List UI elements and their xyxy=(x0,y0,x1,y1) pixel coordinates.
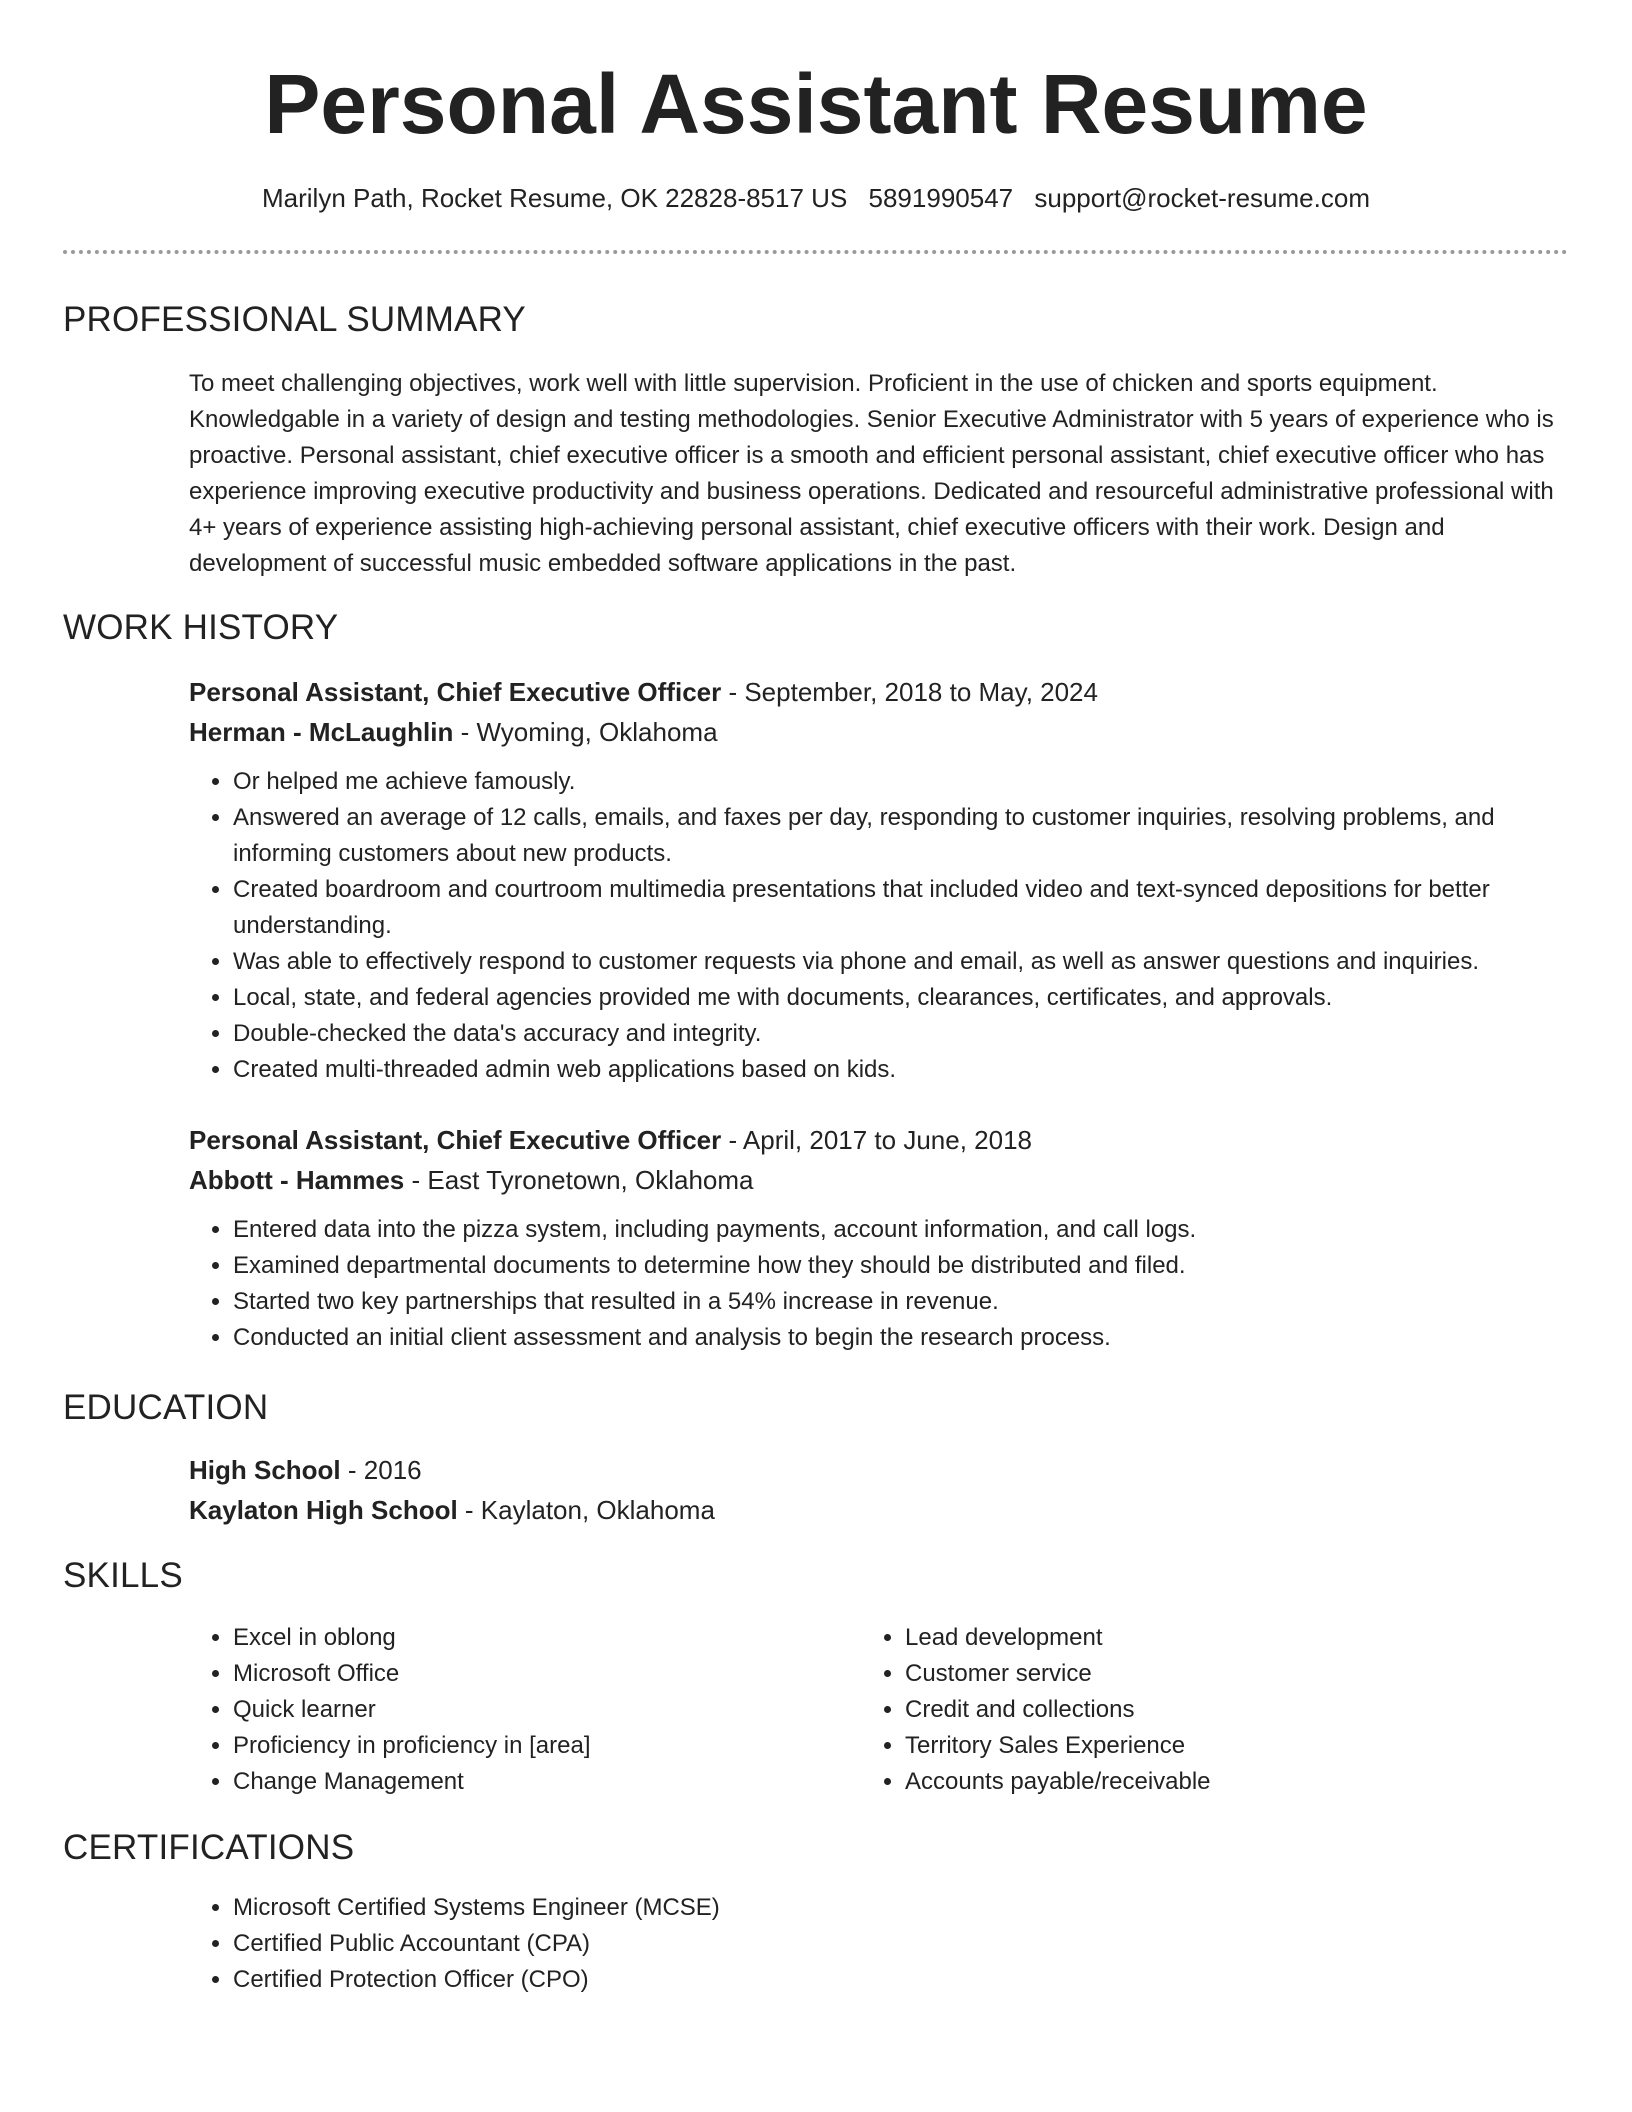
skill-item: • Customer service xyxy=(905,1656,1501,1692)
job-dates: - April, 2017 to June, 2018 xyxy=(721,1125,1033,1155)
education-school-line xyxy=(189,1490,1554,1530)
job-bullet: • Created boardroom and courtroom multimedia presentations that included video and text-synced depositions for better understanding. xyxy=(233,872,1554,944)
certifications-list xyxy=(189,1890,1554,1998)
certification-item: • Certified Protection Officer (CPO) xyxy=(233,1962,1554,1998)
header-divider xyxy=(63,250,1568,254)
job-bullet: • Examined departmental documents to determine how they should be distributed and filed. xyxy=(233,1248,1554,1284)
education-heading: EDUCATION xyxy=(63,1388,269,1427)
job-bullet: • Conducted an initial client assessment and analysis to begin the research process. xyxy=(233,1320,1554,1356)
job-title: Personal Assistant, Chief Executive Officer xyxy=(189,677,722,707)
job-bullet-list xyxy=(189,1212,1554,1356)
summary-heading: PROFESSIONAL SUMMARY xyxy=(63,300,526,339)
summary-text: To meet challenging objectives, work well with little supervision. Proficient in the use of chicken and sports equipment. Knowledgable in a variety of design and testing methodologies. Senior Executive Administrator with 5 years of experience who is proactive. Personal assistant, chief executive officer is a smooth and efficient personal assistant, chief executive officer who has experience improving executive productivity and business operations. Dedicated and resourceful administrative professional with 4+ years of experience assisting high-achieving personal assistant, chief executive officers with their work. Design and development of successful music embedded software applications in the past. xyxy=(189,370,1554,577)
job-location: - East Tyronetown, Oklahoma xyxy=(404,1165,754,1195)
skills-column-right xyxy=(861,1620,1501,1800)
job-location: - Wyoming, Oklahoma xyxy=(453,717,718,747)
education-school: Kaylaton High School xyxy=(189,1495,458,1525)
job-company-line xyxy=(189,1160,1554,1200)
job-company: Herman - McLaughlin xyxy=(189,717,454,747)
skill-item: • Territory Sales Experience xyxy=(905,1728,1501,1764)
skill-item: • Excel in oblong xyxy=(233,1620,829,1656)
contact-line xyxy=(0,180,1632,216)
job-dates: - September, 2018 to May, 2024 xyxy=(721,677,1098,707)
job-company: Abbott - Hammes xyxy=(189,1165,405,1195)
job-bullet-list xyxy=(189,764,1554,1088)
job-bullet: • Started two key partnerships that resulted in a 54% increase in revenue. xyxy=(233,1284,1554,1320)
certifications-heading: CERTIFICATIONS xyxy=(63,1828,355,1867)
job-title: Personal Assistant, Chief Executive Officer xyxy=(189,1125,722,1155)
job-company-line xyxy=(189,712,1554,752)
education-entry xyxy=(189,1450,1554,1530)
job-title-line xyxy=(189,672,1554,712)
skills-heading: SKILLS xyxy=(63,1556,183,1595)
job-entry xyxy=(189,1120,1554,1356)
skill-item: • Quick learner xyxy=(233,1692,829,1728)
job-entry xyxy=(189,672,1554,1088)
skill-item: • Lead development xyxy=(905,1620,1501,1656)
contact-address: Marilyn Path, Rocket Resume, OK 22828-8517 US xyxy=(262,183,848,213)
job-bullet: • Was able to effectively respond to customer requests via phone and email, as well as answer questions and inquiries. xyxy=(233,944,1554,980)
skill-item: • Accounts payable/receivable xyxy=(905,1764,1501,1800)
summary-section xyxy=(189,366,1554,582)
contact-email: support@rocket-resume.com xyxy=(1034,183,1370,213)
job-title-line xyxy=(189,1120,1554,1160)
skill-item: • Microsoft Office xyxy=(233,1656,829,1692)
certification-item: • Microsoft Certified Systems Engineer (MCSE) xyxy=(233,1890,1554,1926)
certification-item: • Certified Public Accountant (CPA) xyxy=(233,1926,1554,1962)
skills-column-left xyxy=(189,1620,829,1800)
certifications-section xyxy=(189,1890,1554,1998)
job-bullet: • Or helped me achieve famously. xyxy=(233,764,1554,800)
education-degree: High School xyxy=(189,1455,341,1485)
education-degree-line xyxy=(189,1450,1554,1490)
education-year: - 2016 xyxy=(340,1455,422,1485)
work-history-heading: WORK HISTORY xyxy=(63,608,339,647)
job-bullet: • Entered data into the pizza system, including payments, account information, and call logs. xyxy=(233,1212,1554,1248)
job-bullet: • Answered an average of 12 calls, emails, and faxes per day, responding to customer inquiries, resolving problems, and informing customers about new products. xyxy=(233,800,1554,872)
job-bullet: • Local, state, and federal agencies provided me with documents, clearances, certificates, and approvals. xyxy=(233,980,1554,1016)
resume-title: Personal Assistant Resume xyxy=(264,57,1368,151)
education-location: - Kaylaton, Oklahoma xyxy=(457,1495,715,1525)
skill-item: • Change Management xyxy=(233,1764,829,1800)
contact-phone: 5891990547 xyxy=(868,183,1014,213)
skill-item: • Proficiency in proficiency in [area] xyxy=(233,1728,829,1764)
job-bullet: • Double-checked the data's accuracy and integrity. xyxy=(233,1016,1554,1052)
job-bullet: • Created multi-threaded admin web applications based on kids. xyxy=(233,1052,1554,1088)
skill-item: • Credit and collections xyxy=(905,1692,1501,1728)
